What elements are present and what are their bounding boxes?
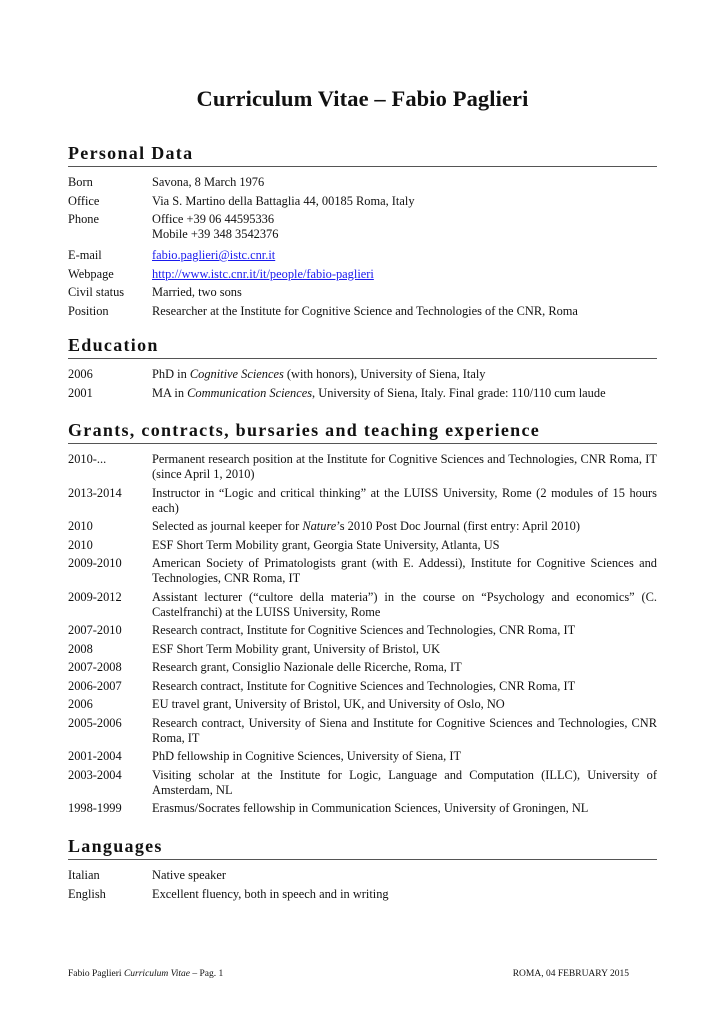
born-row bbox=[68, 175, 657, 190]
education-year: 2001 bbox=[68, 385, 93, 400]
office-value: Via S. Martino della Battaglia 44, 00185 Roma, Italy bbox=[152, 193, 415, 208]
education-field: Cognitive Sciences bbox=[189, 367, 284, 381]
grant-row bbox=[68, 623, 657, 638]
email-link[interactable]: fabio.paglieri@istc.cnr.it bbox=[152, 248, 276, 262]
civil-status-label: Civil status bbox=[68, 285, 125, 299]
grant-year: 2006-2007 bbox=[68, 678, 122, 693]
civil-status-row bbox=[68, 285, 657, 300]
education-field: Communication Sciences bbox=[187, 385, 313, 400]
position-row bbox=[68, 304, 657, 319]
grant-description: Research contract, University of Siena and Institute for Cognitive Sciences and Technologies, CNR Roma, IT bbox=[152, 715, 657, 745]
grant-row bbox=[68, 660, 657, 675]
grant-year: 2010 bbox=[68, 537, 93, 552]
grant-description: PhD fellowship in Cognitive Sciences, University of Siena, IT bbox=[152, 749, 462, 763]
grant-description: American Society of Primatologists grant (with E. Addessi), Institute for Cognitive Sciences and Technologies, CNR Roma, IT bbox=[152, 556, 657, 585]
grant-row bbox=[68, 452, 657, 482]
position-value: Researcher at the Institute for Cognitive Science and Technologies of the CNR, Roma bbox=[152, 303, 578, 318]
grant-description: ESF Short Term Mobility grant, Georgia State University, Atlanta, US bbox=[152, 537, 500, 552]
grant-year: 2006 bbox=[68, 697, 93, 711]
language-level: Native speaker bbox=[152, 868, 226, 882]
email-label: E-mail bbox=[68, 248, 102, 262]
grant-description: Research contract, Institute for Cognitive Sciences and Technologies, CNR Roma, IT bbox=[152, 678, 576, 693]
grant-description: Visiting scholar at the Institute for Logic, Language and Computation (ILLC), University of Amsterdam, NL bbox=[152, 767, 657, 797]
grant-row bbox=[68, 679, 657, 694]
language-name: English bbox=[68, 886, 106, 901]
education-year: 2006 bbox=[68, 367, 93, 381]
webpage-link[interactable]: http://www.istc.cnr.it/it/people/fabio-paglieri bbox=[152, 266, 374, 281]
education-desc bbox=[152, 367, 657, 382]
grant-year: 2013-2014 bbox=[68, 485, 122, 500]
grant-year: 2001-2004 bbox=[68, 749, 122, 763]
position-label: Position bbox=[68, 303, 109, 318]
grant-emphasis: Nature bbox=[302, 519, 337, 533]
grant-description: Instructor in “Logic and critical thinking” at the LUISS University, Rome (2 modules of 15 hours each) bbox=[152, 485, 657, 515]
languages-list bbox=[68, 868, 657, 902]
grant-year: 2010 bbox=[68, 519, 93, 533]
phone-mobile: Mobile +39 348 3542376 bbox=[152, 227, 279, 241]
section-languages bbox=[68, 835, 657, 905]
grant-row bbox=[68, 642, 657, 657]
grant-row bbox=[68, 768, 657, 798]
language-name: Italian bbox=[68, 868, 100, 882]
education-row bbox=[68, 367, 657, 382]
grants-list bbox=[68, 452, 657, 816]
born-label: Born bbox=[68, 175, 93, 189]
footer-author: Fabio Paglieri bbox=[68, 969, 124, 979]
phone-label: Phone bbox=[68, 212, 99, 226]
grant-year: 2005-2006 bbox=[68, 715, 122, 730]
phone-office: Office +39 06 44595336 bbox=[152, 212, 275, 226]
grant-year: 2008 bbox=[68, 641, 93, 656]
education-desc bbox=[152, 386, 657, 401]
language-row bbox=[68, 887, 657, 902]
grant-year: 2009-2012 bbox=[68, 589, 122, 604]
office-row bbox=[68, 194, 657, 209]
education-text: , University of Siena, Italy. Final grade: 110/110 cum laude bbox=[312, 385, 606, 400]
grant-description: Research grant, Consiglio Nazionale delle Ricerche, Roma, IT bbox=[152, 660, 462, 674]
email-row bbox=[68, 248, 657, 263]
grant-year: 2007-2010 bbox=[68, 623, 122, 637]
grant-year: 2007-2008 bbox=[68, 660, 122, 674]
grant-year: 2009-2010 bbox=[68, 556, 122, 570]
civil-status-value: Married, two sons bbox=[152, 285, 242, 299]
language-row bbox=[68, 868, 657, 883]
grant-row bbox=[68, 716, 657, 746]
footer-doc-title: Curriculum Vitae bbox=[123, 969, 191, 979]
grant-description: EU travel grant, University of Bristol, UK, and University of Oslo, NO bbox=[152, 697, 505, 711]
webpage-row bbox=[68, 267, 657, 282]
grant-row bbox=[68, 697, 657, 712]
grant-text: Selected as journal keeper for bbox=[152, 519, 303, 533]
phone-value bbox=[152, 212, 657, 242]
grant-description: Permanent research position at the Institute for Cognitive Sciences and Technologies, CNR Roma, IT (since April 1, 2010) bbox=[152, 452, 657, 481]
section-heading: Languages bbox=[68, 835, 657, 860]
grant-row bbox=[68, 556, 657, 586]
section-heading: Education bbox=[68, 334, 657, 359]
footer-left bbox=[68, 969, 223, 979]
education-row bbox=[68, 386, 657, 401]
webpage-label: Webpage bbox=[68, 266, 114, 281]
education-text: MA in bbox=[152, 385, 188, 400]
grant-description: Research contract, Institute for Cognitive Sciences and Technologies, CNR Roma, IT bbox=[152, 623, 576, 637]
personal-data-list bbox=[68, 175, 657, 319]
grant-row bbox=[68, 590, 657, 620]
section-education bbox=[68, 334, 657, 404]
grant-row bbox=[68, 519, 657, 534]
education-list bbox=[68, 367, 657, 401]
section-grants bbox=[68, 419, 657, 820]
grant-year: 2003-2004 bbox=[68, 767, 122, 782]
office-label: Office bbox=[68, 193, 100, 208]
section-heading: Personal Data bbox=[68, 142, 657, 167]
grant-row bbox=[68, 538, 657, 553]
grant-year: 1998-1999 bbox=[68, 801, 122, 815]
grant-row bbox=[68, 801, 657, 816]
born-value: Savona, 8 March 1976 bbox=[152, 175, 265, 189]
grant-description: Erasmus/Socrates fellowship in Communication Sciences, University of Groningen, NL bbox=[152, 801, 589, 815]
page-title: Curriculum Vitae – Fabio Paglieri bbox=[196, 86, 529, 111]
grant-text: ’s 2010 Post Doc Journal (first entry: April 2010) bbox=[336, 519, 580, 533]
grant-description: Assistant lecturer (“cultore della materia”) in the course on “Psychology and economics” (C. Castelfranchi) at the LUISS University, Rome bbox=[152, 589, 657, 619]
footer-page: – Pag. 1 bbox=[190, 969, 224, 979]
section-personal-data bbox=[68, 142, 657, 322]
footer-date: ROMA, 04 FEBRUARY 2015 bbox=[512, 969, 629, 979]
grant-year: 2010-... bbox=[68, 452, 107, 466]
grant-description: ESF Short Term Mobility grant, University of Bristol, UK bbox=[152, 641, 441, 656]
grant-description bbox=[152, 519, 657, 534]
language-level: Excellent fluency, both in speech and in writing bbox=[152, 886, 389, 901]
education-text: (with honors), University of Siena, Italy bbox=[283, 367, 486, 381]
education-text: PhD in bbox=[152, 367, 190, 381]
phone-row bbox=[68, 212, 657, 242]
section-heading: Grants, contracts, bursaries and teaching experience bbox=[68, 419, 657, 444]
grant-row bbox=[68, 749, 657, 764]
grant-row bbox=[68, 486, 657, 516]
